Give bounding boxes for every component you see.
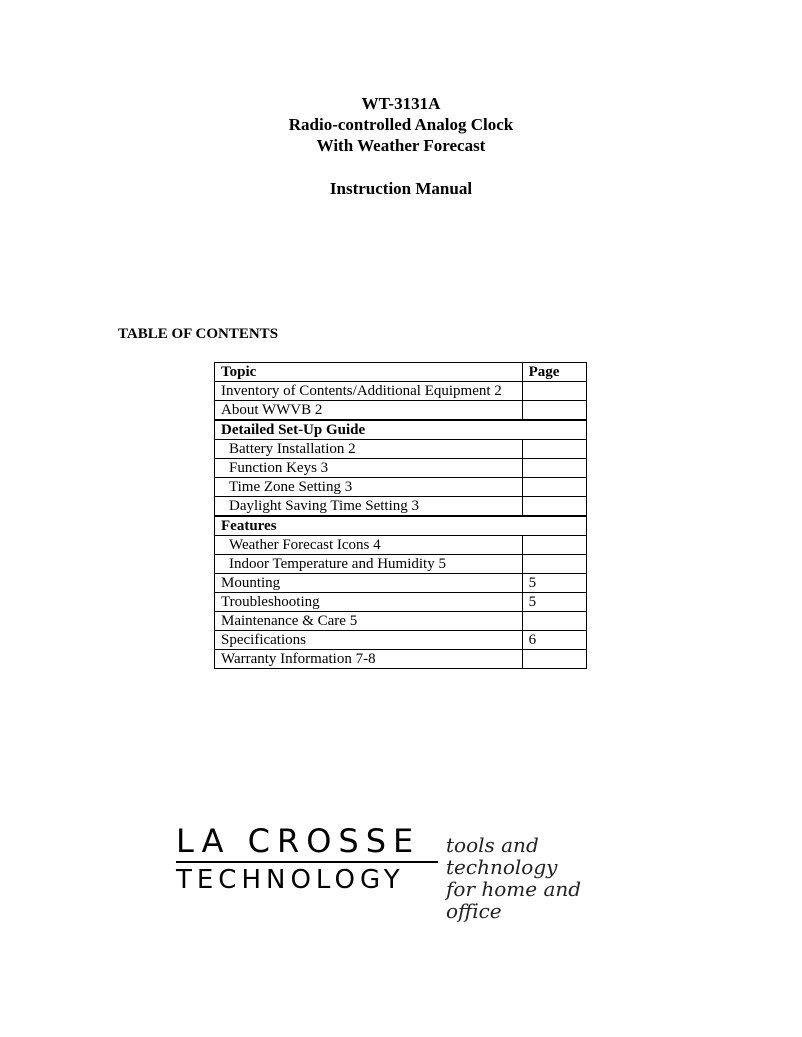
toc-topic: Specifications bbox=[215, 631, 523, 650]
logo-tagline-line-1: tools and technology bbox=[446, 833, 558, 879]
logo-tagline bbox=[446, 834, 626, 922]
la-crosse-logo bbox=[176, 822, 626, 923]
toc-page: 6 bbox=[522, 631, 586, 650]
toc-topic: Troubleshooting bbox=[215, 593, 523, 612]
toc-heading: TABLE OF CONTENTS bbox=[118, 326, 279, 342]
toc-page bbox=[522, 382, 586, 401]
toc-topic: Warranty Information 7-8 bbox=[215, 650, 523, 669]
toc-row bbox=[215, 631, 587, 650]
toc-row bbox=[215, 555, 587, 574]
toc-section-title: Detailed Set-Up Guide bbox=[215, 420, 587, 440]
toc-row bbox=[215, 401, 587, 421]
product-subtitle: With Weather Forecast bbox=[316, 136, 486, 155]
toc-section-row bbox=[215, 516, 587, 536]
toc-page bbox=[522, 478, 586, 497]
logo-tagline-line-2: for home and office bbox=[446, 877, 582, 923]
logo-brand-bottom: TECHNOLOGY bbox=[176, 865, 405, 895]
toc-table bbox=[214, 362, 587, 669]
toc-topic: Indoor Temperature and Humidity 5 bbox=[215, 555, 523, 574]
toc-page bbox=[522, 650, 586, 669]
toc-row bbox=[215, 478, 587, 497]
toc-topic: Maintenance & Care 5 bbox=[215, 612, 523, 631]
toc-row bbox=[215, 459, 587, 478]
toc-topic: Inventory of Contents/Additional Equipment 2 bbox=[215, 382, 523, 401]
logo-brand-top: LA CROSSE bbox=[176, 822, 421, 860]
toc-page bbox=[522, 401, 586, 421]
toc-page bbox=[522, 459, 586, 478]
toc-section-row bbox=[215, 420, 587, 440]
product-name: Radio-controlled Analog Clock bbox=[288, 115, 514, 134]
toc-row bbox=[215, 650, 587, 669]
toc-row bbox=[215, 536, 587, 555]
toc-topic: Daylight Saving Time Setting 3 bbox=[215, 497, 523, 517]
toc-page bbox=[522, 555, 586, 574]
toc-row bbox=[215, 497, 587, 517]
manual-title: Instruction Manual bbox=[329, 179, 473, 198]
toc-topic: Time Zone Setting 3 bbox=[215, 478, 523, 497]
model-number: WT-3131A bbox=[361, 94, 441, 113]
toc-row bbox=[215, 574, 587, 593]
toc-topic: Weather Forecast Icons 4 bbox=[215, 536, 523, 555]
toc-page bbox=[522, 536, 586, 555]
toc-page bbox=[522, 612, 586, 631]
toc-topic: Function Keys 3 bbox=[215, 459, 523, 478]
toc-topic: Mounting bbox=[215, 574, 523, 593]
toc-page: 5 bbox=[522, 574, 586, 593]
toc-section-title: Features bbox=[215, 516, 587, 536]
toc-row bbox=[215, 612, 587, 631]
toc-row bbox=[215, 440, 587, 459]
toc-topic: About WWVB 2 bbox=[215, 401, 523, 421]
toc-page: 5 bbox=[522, 593, 586, 612]
toc-header-row bbox=[215, 363, 587, 382]
toc-page bbox=[522, 497, 586, 517]
logo-rule bbox=[176, 861, 438, 863]
toc-page bbox=[522, 440, 586, 459]
toc-row bbox=[215, 593, 587, 612]
toc-col-topic: Topic bbox=[215, 363, 523, 382]
toc-row bbox=[215, 382, 587, 401]
toc-col-page: Page bbox=[522, 363, 586, 382]
toc-topic: Battery Installation 2 bbox=[215, 440, 523, 459]
document-title bbox=[0, 93, 802, 199]
